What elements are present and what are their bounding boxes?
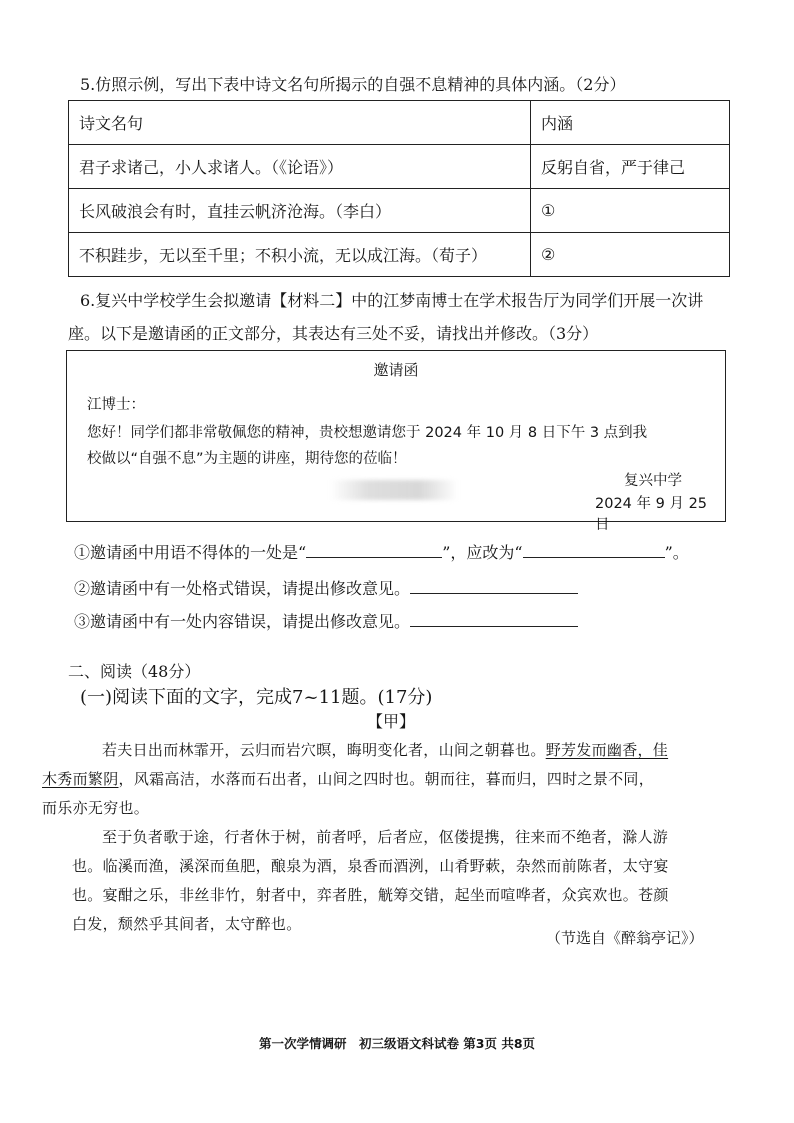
passage-paragraph-1 <box>42 736 730 823</box>
table-row <box>69 233 730 277</box>
answer-blank[interactable] <box>523 541 665 558</box>
table-cell-meaning: ② <box>531 233 730 277</box>
fill-blank-1 <box>74 540 689 563</box>
p1-text-b: ，风霜高洁，水落而石出者，山间之四时也。朝而往，暮而归，四时之景不同， <box>118 770 655 788</box>
table-cell-meaning: 反躬自省，严于律己 <box>531 145 730 189</box>
letter-body-line-1: 您好！同学们都非常敬佩您的精神，贵校想邀请您于 2024 年 10 月 8 日下午 3 点到我 <box>87 425 648 441</box>
fill-1-text-a: ①邀请函中用语不得体的一处是“ <box>74 543 307 562</box>
letter-date: 2024 年 9 月 25 日 <box>595 496 708 533</box>
p1-underlined-2: 木秀而繁阴 <box>42 770 119 788</box>
table-row <box>69 189 730 233</box>
p2-line: 白发，颓然乎其间者，太守醉也。 <box>72 915 302 933</box>
table-header-cell: 内涵 <box>531 101 730 145</box>
p1-text-c: 而乐亦无穷也。 <box>42 799 150 817</box>
p1-underlined-1: 野芳发而幽香，佳 <box>545 741 669 759</box>
question-6-line-2: 座。以下是邀请函的正文部分，其表达有三处不妥，请找出并修改。（3分） <box>68 324 599 343</box>
quotes-table <box>68 100 730 277</box>
table-cell-quote: 君子求诸己，小人求诸人。（《论语》） <box>69 145 531 189</box>
letter-signature: 复兴中学 <box>624 473 682 489</box>
passage-label-jia: 【甲】 <box>367 712 416 731</box>
table-row <box>69 145 730 189</box>
smudge-mark <box>330 480 458 500</box>
question-6-line-1: 6.复兴中学校学生会拟邀请【材料二】中的江梦南博士在学术报告厅为同学们开展一次讲 <box>80 291 704 310</box>
letter-body-line-2: 校做以“自强不息”为主题的讲座，期待您的莅临！ <box>87 451 407 467</box>
fill-3-text: ③邀请函中有一处内容错误，请提出修改意见。 <box>74 612 411 631</box>
table-header-cell: 诗文名句 <box>69 101 531 145</box>
subsection-1-heading: (一)阅读下面的文字，完成7~11题。(17分) <box>80 687 433 708</box>
answer-blank[interactable] <box>410 577 578 594</box>
fill-blank-3 <box>74 609 578 632</box>
p1-text-a: 若夫日出而林霏开，云归而岩穴暝，晦明变化者，山间之朝暮也。 <box>102 741 546 759</box>
fill-2-text: ②邀请函中有一处格式错误，请提出修改意见。 <box>74 579 411 598</box>
table-cell-quote: 不积跬步，无以至千里；不积小流，无以成江海。（荀子） <box>69 233 531 277</box>
section-2-heading: 二、阅读（48分） <box>68 662 201 681</box>
letter-title: 邀请函 <box>373 361 419 379</box>
table-header-row <box>69 101 730 145</box>
p2-line: 也。宴酣之乐，非丝非竹，射者中，弈者胜，觥筹交错，起坐而喧哗者，众宾欢也。苍颜 <box>72 886 669 904</box>
fill-blank-2 <box>74 576 578 599</box>
letter-salutation: 江博士： <box>87 397 145 413</box>
page-footer: 第一次学情调研 初三级语文科试卷 第3页 共8页 <box>258 1036 536 1051</box>
p2-line: 也。临溪而渔，溪深而鱼肥，酿泉为酒，泉香而酒洌，山肴野蔌，杂然而前陈者，太守宴 <box>72 857 669 875</box>
passage-paragraph-2 <box>72 823 730 939</box>
table-cell-meaning: ① <box>531 189 730 233</box>
passage-source: （节选自《醉翁亭记》） <box>546 929 704 947</box>
fill-1-text-b: ”，应改为“ <box>442 543 523 562</box>
table-cell-quote: 长风破浪会有时，直挂云帆济沧海。（李白） <box>69 189 531 233</box>
fill-1-text-c: ”。 <box>664 543 689 562</box>
answer-blank[interactable] <box>306 541 442 558</box>
p2-line: 至于负者歌于途，行者休于树，前者呼，后者应，伛偻提携，往来而不绝者，滁人游 <box>102 828 669 846</box>
answer-blank[interactable] <box>410 610 578 627</box>
question-5-prompt: 5.仿照示例，写出下表中诗文名句所揭示的自强不息精神的具体内涵。（2分） <box>80 75 626 94</box>
